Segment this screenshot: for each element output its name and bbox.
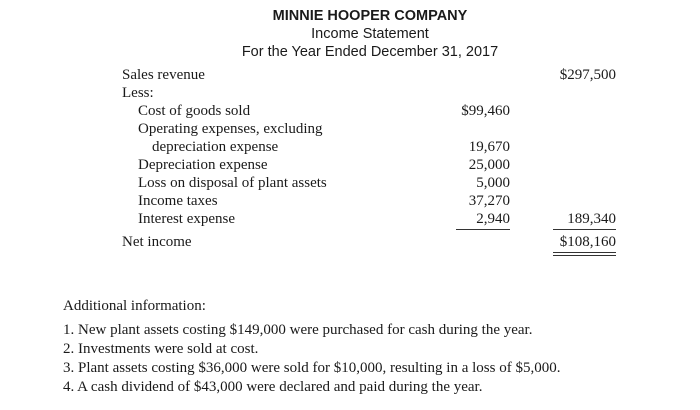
income-taxes-label: Income taxes: [138, 193, 218, 209]
depreciation-value: 25,000: [468, 157, 510, 173]
sales-revenue-value: $297,500: [559, 67, 616, 83]
statement-period: For the Year Ended December 31, 2017: [241, 44, 499, 60]
net-income-double-underline-bottom: [553, 255, 616, 256]
additional-item-2: 2. Investments were sold at cost.: [63, 341, 259, 357]
sales-revenue-label: Sales revenue: [122, 67, 205, 83]
cogs-value: $99,460: [461, 103, 510, 119]
cogs-label: Cost of goods sold: [138, 103, 251, 119]
net-income-label: Net income: [122, 234, 192, 250]
additional-item-3: 3. Plant assets costing $36,000 were sold for $10,000, resulting in a loss of $5,000.: [63, 360, 561, 376]
interest-expense-label: Interest expense: [138, 211, 236, 227]
income-taxes-value: 37,270: [468, 193, 510, 209]
company-name: MINNIE HOOPER COMPANY: [272, 8, 468, 24]
loss-disposal-label: Loss on disposal of plant assets: [138, 175, 327, 191]
statement-title: Income Statement: [311, 26, 429, 42]
interest-expense-value: 2,940: [476, 211, 510, 227]
total-underline: [553, 229, 616, 230]
opex-label-continued: depreciation expense: [152, 139, 279, 155]
opex-value: 19,670: [468, 139, 510, 155]
additional-item-4: 4. A cash dividend of $43,000 were declared and paid during the year.: [63, 379, 483, 395]
net-income-double-underline-top: [553, 252, 616, 253]
additional-item-1: 1. New plant assets costing $149,000 were purchased for cash during the year.: [63, 322, 533, 338]
less-label: Less:: [122, 85, 154, 101]
total-expenses-value: 189,340: [567, 211, 616, 227]
opex-label: Operating expenses, excluding: [138, 121, 323, 137]
additional-heading: Additional information:: [63, 298, 206, 314]
loss-disposal-value: 5,000: [476, 175, 510, 191]
depreciation-label: Depreciation expense: [138, 157, 268, 173]
net-income-value: $108,160: [559, 234, 616, 250]
subtotal-underline: [456, 229, 510, 230]
